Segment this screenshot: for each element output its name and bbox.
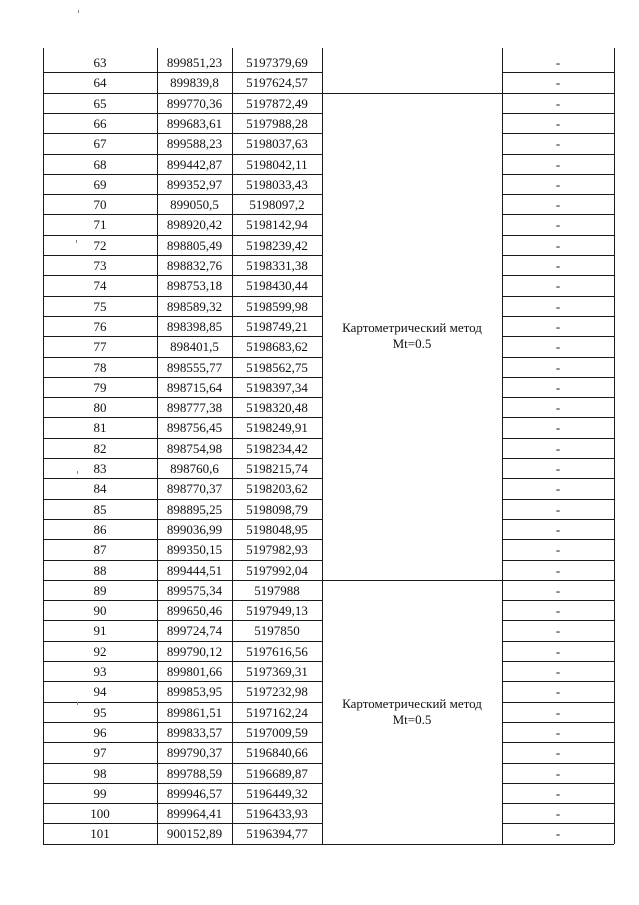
y-coordinate: 5198397,34	[246, 379, 308, 395]
row-separator	[502, 275, 614, 276]
error-cell: -	[555, 603, 561, 619]
point-number: 97	[93, 745, 107, 761]
x-coordinate: 899350,15	[166, 542, 223, 558]
row-separator	[43, 417, 322, 418]
y-coordinate: 5198320,48	[246, 400, 308, 416]
x-coordinate: 899861,51	[166, 704, 223, 720]
row-separator	[502, 722, 614, 723]
row-separator	[502, 174, 614, 175]
point-number: 95	[93, 704, 107, 720]
x-coordinate: 899352,97	[166, 176, 223, 192]
x-coordinate: 899833,57	[166, 724, 223, 740]
point-number: 68	[93, 156, 107, 172]
y-coordinate: 5197850	[254, 623, 300, 639]
point-number: 83	[93, 461, 107, 476]
row-separator	[502, 255, 614, 256]
row-separator	[502, 296, 614, 297]
row-separator	[502, 235, 614, 236]
row-separator	[43, 72, 322, 73]
row-separator	[43, 296, 322, 297]
row-separator	[502, 763, 614, 764]
y-coordinate: 5196689,87	[246, 765, 308, 781]
row-separator	[502, 560, 614, 561]
y-coordinate: 5197162,24	[246, 704, 308, 720]
point-number: 91	[93, 623, 107, 639]
y-coordinate: 5197379,69	[246, 55, 308, 70]
y-coordinate: 5197009,59	[246, 724, 308, 740]
error-cell: -	[555, 684, 561, 700]
y-coordinate: 5197616,56	[246, 643, 308, 659]
x-coordinate: 899036,99	[166, 521, 223, 537]
y-coordinate: 5196840,66	[246, 745, 308, 761]
row-separator	[502, 742, 614, 743]
row-separator	[502, 823, 614, 824]
error-cell: -	[555, 298, 561, 314]
y-coordinate: 5196433,93	[246, 806, 308, 822]
x-coordinate: 899946,57	[166, 785, 223, 801]
x-coordinate: 900152,89	[166, 826, 223, 842]
error-cell: -	[555, 278, 561, 294]
error-cell: -	[555, 724, 561, 740]
error-cell: -	[555, 217, 561, 233]
row-separator	[502, 417, 614, 418]
row-separator	[502, 397, 614, 398]
y-coordinate: 5197988	[254, 582, 300, 598]
row-separator	[43, 681, 322, 682]
row-separator	[43, 742, 322, 743]
x-coordinate: 898920,42	[166, 217, 223, 233]
error-cell: -	[555, 582, 561, 598]
y-coordinate: 5198048,95	[246, 521, 308, 537]
error-cell: -	[555, 745, 561, 761]
error-cell: -	[555, 501, 561, 517]
error-cell: -	[555, 197, 561, 213]
y-coordinate: 5198215,74	[246, 461, 308, 476]
column-line-4	[502, 48, 503, 844]
row-separator	[43, 763, 322, 764]
y-coordinate: 5198234,42	[246, 440, 308, 456]
point-number: 70	[93, 197, 107, 213]
error-cell: -	[555, 156, 561, 172]
point-number: 72	[93, 237, 107, 253]
point-number: 88	[93, 562, 107, 578]
row-separator	[502, 113, 614, 114]
point-number: 71	[93, 217, 107, 233]
y-coordinate: 5198249,91	[246, 420, 308, 436]
row-separator	[43, 194, 322, 195]
error-cell: -	[555, 136, 561, 152]
x-coordinate: 899442,87	[166, 156, 223, 172]
error-cell: -	[555, 643, 561, 659]
y-coordinate: 5197982,93	[246, 542, 308, 558]
point-number: 96	[93, 724, 107, 740]
row-separator	[502, 336, 614, 337]
x-coordinate: 898777,38	[166, 400, 223, 416]
row-separator	[43, 641, 322, 642]
error-cell: -	[555, 440, 561, 456]
x-coordinate: 898753,18	[166, 278, 223, 294]
point-number: 92	[93, 643, 107, 659]
x-coordinate: 899839,8	[170, 75, 219, 91]
row-separator	[43, 722, 322, 723]
row-separator	[502, 620, 614, 621]
scan-speck	[77, 702, 78, 705]
point-number: 87	[93, 542, 107, 558]
row-separator	[502, 539, 614, 540]
row-separator	[502, 519, 614, 520]
error-cell: -	[555, 765, 561, 781]
group-separator	[43, 93, 614, 94]
point-number: 99	[93, 785, 107, 801]
table-bottom-border	[43, 844, 614, 845]
error-cell: -	[555, 55, 561, 70]
group-separator	[43, 580, 614, 581]
row-separator	[502, 377, 614, 378]
error-cell: -	[555, 359, 561, 375]
row-separator	[502, 194, 614, 195]
point-number: 98	[93, 765, 107, 781]
point-number: 78	[93, 359, 107, 375]
x-coordinate: 899050,5	[170, 197, 219, 213]
column-line-2	[232, 48, 233, 844]
scan-speck	[78, 10, 79, 13]
x-coordinate: 898895,25	[166, 501, 223, 517]
point-number: 85	[93, 501, 107, 517]
point-number: 81	[93, 420, 107, 436]
y-coordinate: 5198142,94	[246, 217, 308, 233]
y-coordinate: 5197624,57	[246, 75, 308, 91]
error-cell: -	[555, 95, 561, 111]
row-separator	[502, 803, 614, 804]
y-coordinate: 5198097,2	[249, 197, 305, 213]
row-separator	[502, 458, 614, 459]
point-number: 69	[93, 176, 107, 192]
row-separator	[43, 336, 322, 337]
y-coordinate: 5198033,43	[246, 176, 308, 192]
x-coordinate: 898805,49	[166, 237, 223, 253]
y-coordinate: 5198430,44	[246, 278, 308, 294]
x-coordinate: 899801,66	[166, 664, 223, 679]
x-coordinate: 899790,12	[166, 643, 223, 659]
row-separator	[43, 357, 322, 358]
row-separator	[502, 681, 614, 682]
method-label: Картометрический метод	[342, 696, 482, 711]
error-cell: -	[555, 318, 561, 334]
error-cell: -	[555, 461, 561, 476]
column-line-1	[157, 48, 158, 844]
row-separator	[43, 458, 322, 459]
row-separator	[502, 600, 614, 601]
y-coordinate: 5198749,21	[246, 318, 308, 334]
row-separator	[43, 438, 322, 439]
error-cell: -	[555, 785, 561, 801]
error-cell: -	[555, 400, 561, 416]
point-number: 66	[93, 115, 107, 131]
y-coordinate: 5197992,04	[246, 562, 308, 578]
point-number: 86	[93, 521, 107, 537]
x-coordinate: 898832,76	[166, 258, 223, 273]
row-separator	[43, 519, 322, 520]
point-number: 76	[93, 318, 107, 334]
y-coordinate: 5197988,28	[246, 115, 308, 131]
y-coordinate: 5197369,31	[246, 664, 308, 679]
error-cell: -	[555, 420, 561, 436]
y-coordinate: 5196449,32	[246, 785, 308, 801]
point-number: 63	[93, 55, 107, 70]
x-coordinate: 899650,46	[166, 603, 223, 619]
x-coordinate: 899790,37	[166, 745, 223, 761]
x-coordinate: 898756,45	[166, 420, 223, 436]
error-cell: -	[555, 704, 561, 720]
error-cell: -	[555, 521, 561, 537]
row-separator	[43, 661, 322, 662]
x-coordinate: 899851,23	[166, 55, 223, 70]
y-coordinate: 5198037,63	[246, 136, 308, 152]
row-separator	[43, 560, 322, 561]
method-cell-1	[322, 320, 502, 352]
y-coordinate: 5197949,13	[246, 603, 308, 619]
y-coordinate: 5198042,11	[246, 156, 308, 172]
method-accuracy: Mt=0.5	[392, 336, 432, 351]
point-number: 65	[93, 95, 107, 111]
point-number: 79	[93, 379, 107, 395]
error-cell: -	[555, 623, 561, 639]
scan-speck	[77, 471, 78, 474]
row-separator	[43, 397, 322, 398]
x-coordinate: 899853,95	[166, 684, 223, 700]
method-label: Картометрический метод	[342, 320, 482, 335]
x-coordinate: 898715,64	[166, 379, 223, 395]
row-separator	[502, 438, 614, 439]
error-cell: -	[555, 562, 561, 578]
row-separator	[43, 600, 322, 601]
row-separator	[502, 357, 614, 358]
error-cell: -	[555, 542, 561, 558]
y-coordinate: 5198203,62	[246, 481, 308, 497]
row-separator	[502, 661, 614, 662]
y-coordinate: 5197232,98	[246, 684, 308, 700]
x-coordinate: 899724,74	[166, 623, 223, 639]
y-coordinate: 5198098,79	[246, 501, 308, 517]
error-cell: -	[555, 481, 561, 497]
x-coordinate: 898589,32	[166, 298, 223, 314]
row-separator	[502, 72, 614, 73]
column-line-5	[614, 48, 615, 844]
x-coordinate: 898401,5	[170, 339, 219, 355]
y-coordinate: 5198239,42	[246, 237, 308, 253]
point-number: 73	[93, 258, 107, 273]
row-separator	[502, 641, 614, 642]
row-separator	[43, 235, 322, 236]
x-coordinate: 899444,51	[166, 562, 223, 578]
row-separator	[43, 154, 322, 155]
row-separator	[502, 316, 614, 317]
method-cell-2	[322, 696, 502, 728]
row-separator	[43, 620, 322, 621]
row-separator	[43, 316, 322, 317]
row-separator	[502, 478, 614, 479]
point-number: 74	[93, 278, 107, 294]
row-separator	[43, 174, 322, 175]
row-separator	[43, 702, 322, 703]
point-number: 93	[93, 664, 107, 679]
row-separator	[43, 113, 322, 114]
row-separator	[43, 539, 322, 540]
method-accuracy: Mt=0.5	[392, 712, 432, 727]
error-cell: -	[555, 826, 561, 842]
point-number: 80	[93, 400, 107, 416]
row-separator	[43, 783, 322, 784]
x-coordinate: 898760,6	[170, 461, 219, 476]
x-coordinate: 899788,59	[166, 765, 223, 781]
row-separator	[502, 499, 614, 500]
point-number: 101	[90, 826, 110, 842]
scan-speck	[76, 240, 77, 243]
error-cell: -	[555, 258, 561, 273]
point-number: 90	[93, 603, 107, 619]
point-number: 100	[90, 806, 110, 822]
point-number: 67	[93, 136, 107, 152]
row-separator	[43, 499, 322, 500]
row-separator	[43, 214, 322, 215]
row-separator	[43, 133, 322, 134]
point-number: 94	[93, 684, 107, 700]
y-coordinate: 5198562,75	[246, 359, 308, 375]
row-separator	[502, 154, 614, 155]
error-cell: -	[555, 237, 561, 253]
x-coordinate: 898770,37	[166, 481, 223, 497]
row-separator	[43, 255, 322, 256]
row-separator	[502, 214, 614, 215]
x-coordinate: 898555,77	[166, 359, 223, 375]
point-number: 77	[93, 339, 107, 355]
x-coordinate: 899575,34	[166, 582, 223, 598]
y-coordinate: 5198599,98	[246, 298, 308, 314]
row-separator	[43, 478, 322, 479]
x-coordinate: 898754,98	[166, 440, 223, 456]
error-cell: -	[555, 664, 561, 679]
x-coordinate: 899964,41	[166, 806, 223, 822]
point-number: 75	[93, 298, 107, 314]
x-coordinate: 898398,85	[166, 318, 223, 334]
error-cell: -	[555, 379, 561, 395]
y-coordinate: 5198683,62	[246, 339, 308, 355]
row-separator	[502, 783, 614, 784]
error-cell: -	[555, 176, 561, 192]
point-number: 84	[93, 481, 107, 497]
row-separator	[43, 275, 322, 276]
y-coordinate: 5196394,77	[246, 826, 308, 842]
row-separator	[502, 702, 614, 703]
row-separator	[43, 803, 322, 804]
column-line-0	[43, 48, 44, 844]
x-coordinate: 899588,23	[166, 136, 223, 152]
y-coordinate: 5198331,38	[246, 258, 308, 273]
point-number: 64	[93, 75, 107, 91]
error-cell: -	[555, 75, 561, 91]
row-separator	[43, 377, 322, 378]
error-cell: -	[555, 115, 561, 131]
row-separator	[43, 823, 322, 824]
error-cell: -	[555, 339, 561, 355]
y-coordinate: 5197872,49	[246, 95, 308, 111]
point-number: 89	[93, 582, 107, 598]
x-coordinate: 899683,61	[166, 115, 223, 131]
point-number: 82	[93, 440, 107, 456]
row-separator	[502, 133, 614, 134]
error-cell: -	[555, 806, 561, 822]
x-coordinate: 899770,36	[166, 95, 223, 111]
